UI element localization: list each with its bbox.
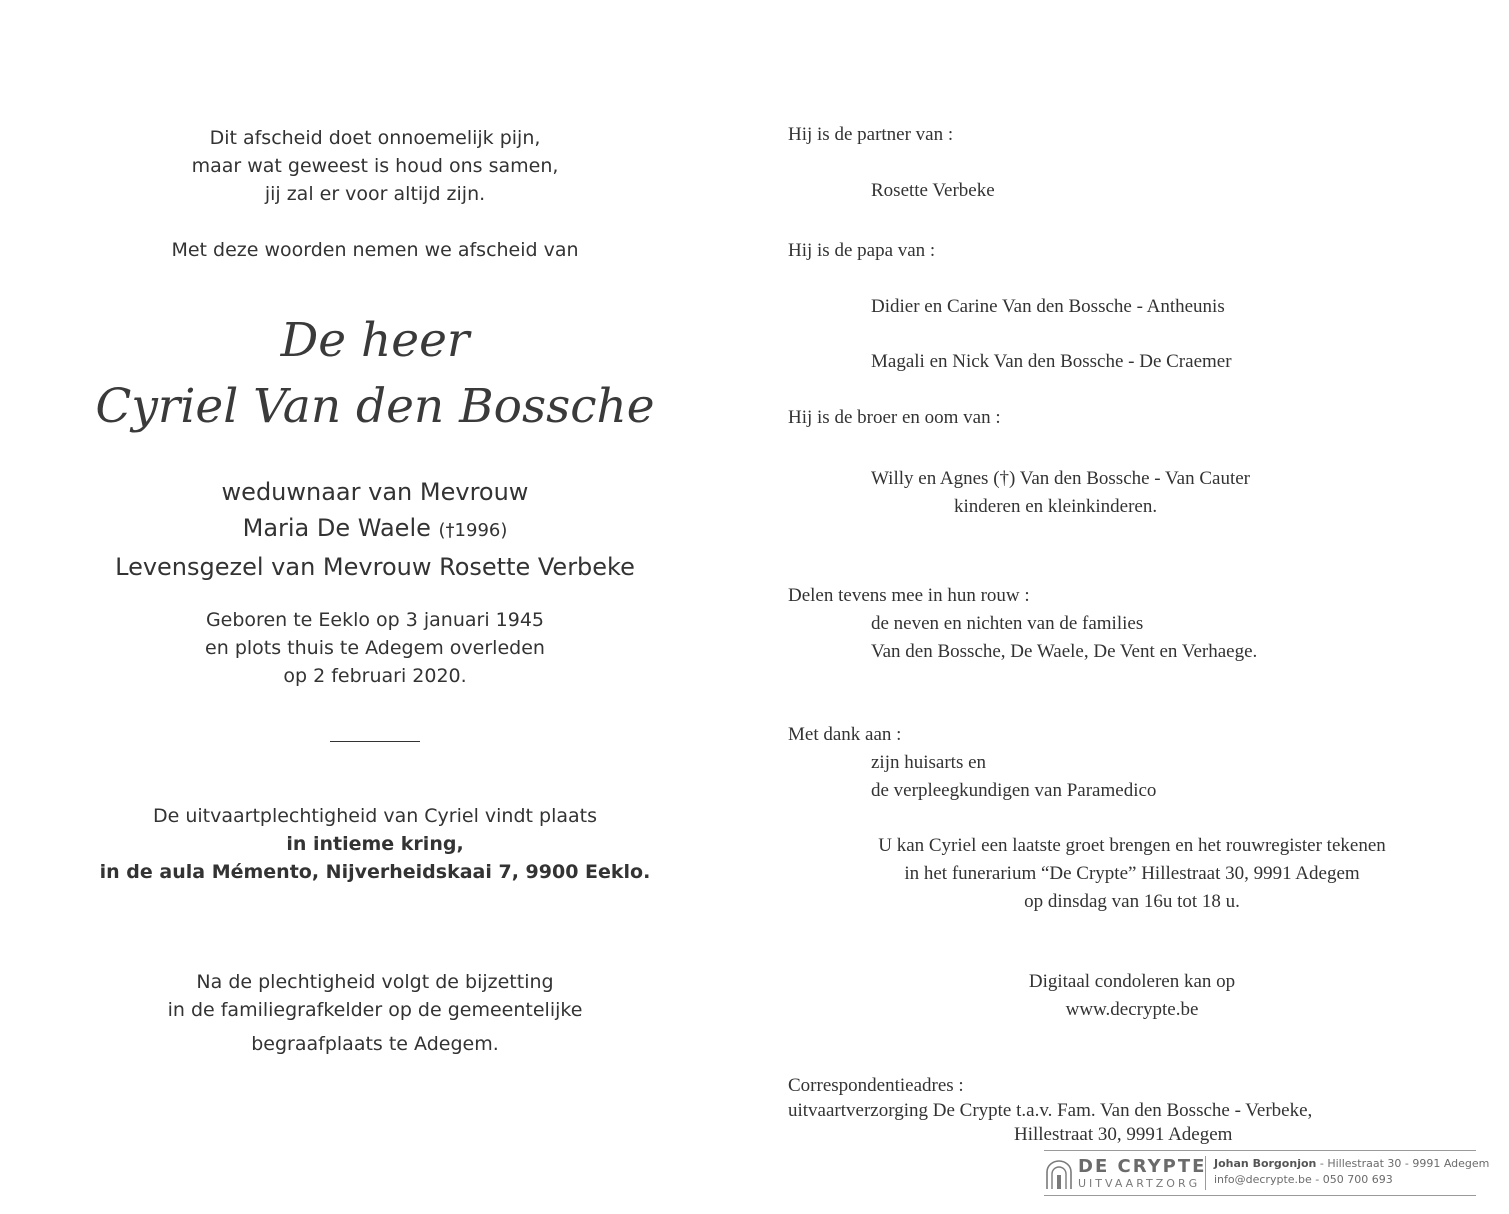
sibling-heading: Hij is de broer en oom van : <box>788 407 1001 428</box>
name-full: Cyriel Van den Bossche <box>95 379 655 434</box>
thanks-line: zijn huisarts en <box>871 752 987 773</box>
name-title: De heer <box>280 313 470 368</box>
sibling-line: Willy en Agnes (†) Van den Bossche - Van Cauter <box>871 468 1250 489</box>
quote-line: jij zal er voor altijd zijn. <box>264 183 486 205</box>
deceased-name <box>60 308 690 440</box>
sibling-sub-line: kinderen en kleinkinderen. <box>954 496 1158 517</box>
quote-line: Dit afscheid doet onnoemelijk pijn, <box>209 127 541 149</box>
ceremony-line-bold: in intieme kring, <box>286 833 464 855</box>
papa-heading: Hij is de papa van : <box>788 240 936 261</box>
burial-line: in de familiegrafkelder op de gemeentelijke <box>167 999 583 1021</box>
mourning-families: Van den Bossche, De Waele, De Vent en Verhaege. <box>871 641 1258 662</box>
date-line: Geboren te Eeklo op 3 januari 1945 <box>205 609 545 631</box>
child-line: Magali en Nick Van den Bossche - De Craemer <box>871 351 1232 372</box>
logo-subtitle: UITVAARTZORG <box>1078 1177 1201 1190</box>
ceremony-info <box>60 802 690 886</box>
burial-line: begraafplaats te Adegem. <box>251 1033 499 1055</box>
correspondence-line: uitvaartverzorging De Crypte t.a.v. Fam. Van den Bossche - Verbeke, <box>788 1100 1313 1121</box>
mourning-line: de neven en nichten van de families <box>871 613 1144 634</box>
ceremony-line: De uitvaartplechtigheid van Cyriel vindt plaats <box>152 805 597 827</box>
contact-name: Johan Borgonjon <box>1214 1157 1317 1170</box>
crypte-arch-icon <box>1046 1160 1072 1190</box>
partner-heading: Hij is de partner van : <box>788 124 954 145</box>
condolence-website-link[interactable]: www.decrypte.be <box>1065 999 1199 1020</box>
ceremony-location: in de aula Mémento, Nijverheidskaai 7, 9900 Eeklo. <box>99 861 651 883</box>
thanks-heading: Met dank aan : <box>788 724 902 745</box>
late-wife-name: Maria De Waele <box>242 514 431 542</box>
opening-quote <box>60 124 690 208</box>
visit-line: in het funerarium “De Crypte” Hillestraat 30, 9991 Adegem <box>904 863 1360 884</box>
partner-name: Rosette Verbeke <box>871 180 995 201</box>
partner-line: Levensgezel van Mevrouw Rosette Verbeke <box>115 553 635 581</box>
relations-block <box>60 474 690 585</box>
section-divider <box>330 741 420 742</box>
contact-email-phone: info@decrypte.be - 050 700 693 <box>1214 1173 1393 1186</box>
child-line: Didier en Carine Van den Bossche - Antheunis <box>871 296 1225 317</box>
widower-line: weduwnaar van Mevrouw <box>221 478 529 506</box>
late-wife-death-year: (†1996) <box>438 520 508 541</box>
thanks-line: de verpleegkundigen van Paramedico <box>871 780 1157 801</box>
life-dates <box>60 606 690 690</box>
quote-line: maar wat geweest is houd ons samen, <box>191 155 559 177</box>
contact-line <box>1214 1157 1489 1170</box>
date-line: en plots thuis te Adegem overleden <box>205 637 545 659</box>
correspondence-address: Hillestraat 30, 9991 Adegem <box>1014 1124 1233 1145</box>
burial-line: Na de plechtigheid volgt de bijzetting <box>196 971 554 993</box>
date-line: op 2 februari 2020. <box>283 665 467 687</box>
contact-address: - Hillestraat 30 - 9991 Adegem <box>1316 1157 1490 1170</box>
condolence-line: Digitaal condoleren kan op <box>1028 971 1236 992</box>
logo-name: DE CRYPTE <box>1078 1156 1207 1177</box>
burial-info <box>60 968 690 1058</box>
late-wife-line <box>60 510 690 549</box>
visit-line: U kan Cyriel een laatste groet brengen en het rouwregister tekenen <box>878 835 1386 856</box>
footer-bottom-rule <box>1044 1195 1476 1196</box>
mourning-heading: Delen tevens mee in hun rouw : <box>788 585 1030 606</box>
visit-line: op dinsdag van 16u tot 18 u. <box>1024 891 1240 912</box>
footer-top-rule <box>1044 1150 1476 1151</box>
correspondence-heading: Correspondentieadres : <box>788 1075 964 1096</box>
farewell-intro: Met deze woorden nemen we afscheid van <box>171 239 579 261</box>
logo-separator <box>1205 1156 1206 1190</box>
